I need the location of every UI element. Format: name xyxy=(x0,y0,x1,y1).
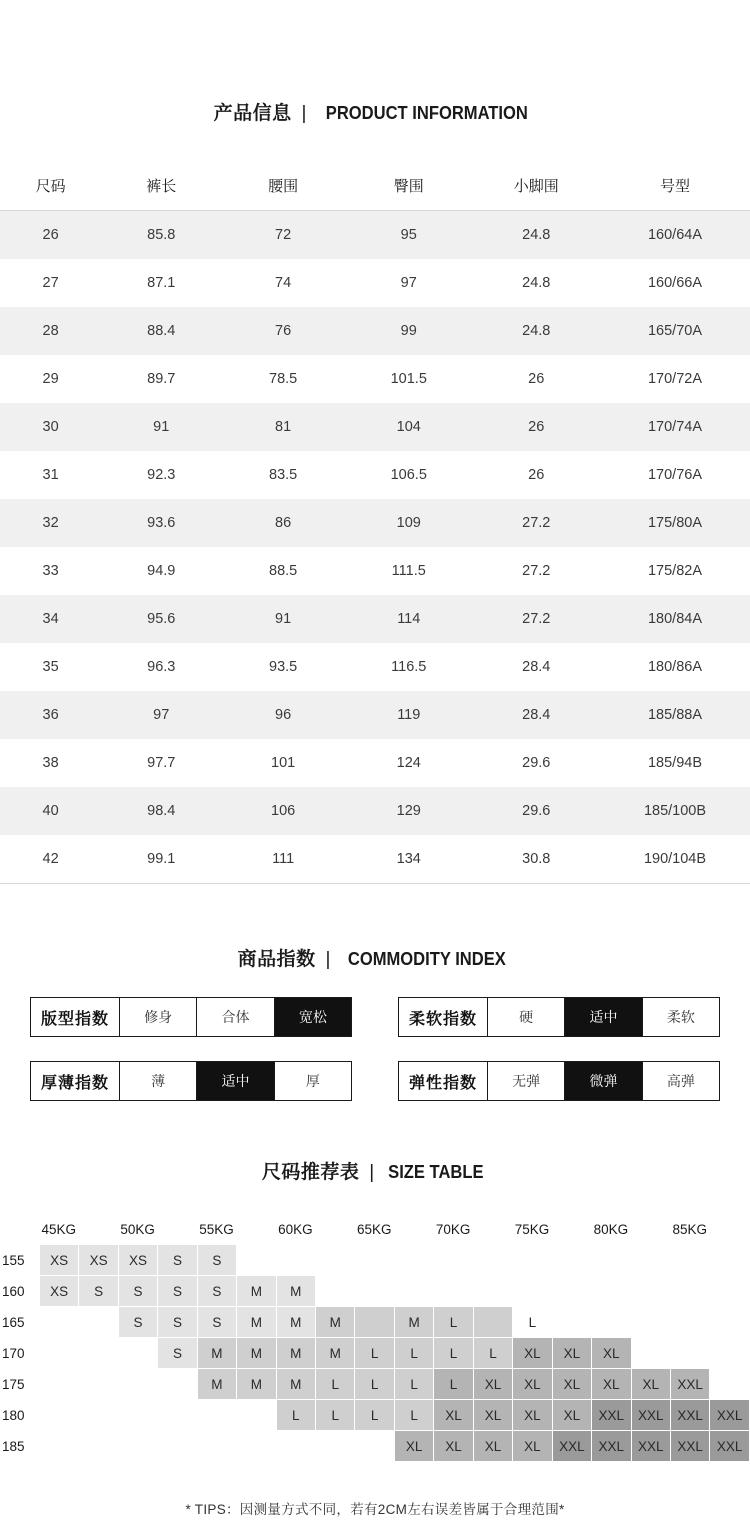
size-cell xyxy=(79,1369,118,1400)
weight-label-50kg: 50KG xyxy=(118,1214,197,1245)
cell-pant-length: 93.6 xyxy=(101,499,221,547)
index-option-softness-1[interactable]: 适中 xyxy=(565,998,642,1036)
cell-leg-opening: 26 xyxy=(473,403,601,451)
size-cell xyxy=(276,1431,315,1462)
size-cell xyxy=(710,1369,750,1400)
cell-leg-opening: 30.8 xyxy=(473,835,601,884)
size-cell: S xyxy=(118,1307,157,1338)
weight-label-85kg: 85KG xyxy=(670,1214,749,1245)
size-cell: XL xyxy=(552,1338,591,1369)
index-options-thickness xyxy=(120,1062,351,1100)
size-cell: XXL xyxy=(670,1400,709,1431)
size-cell xyxy=(670,1276,709,1307)
cell-leg-opening: 27.2 xyxy=(473,499,601,547)
size-cell xyxy=(592,1245,631,1276)
size-cell xyxy=(355,1431,394,1462)
cell-hip: 104 xyxy=(345,403,473,451)
size-chart-weight-header-row xyxy=(0,1214,750,1245)
column-header-hip: 臀围 xyxy=(345,163,473,211)
size-cell xyxy=(394,1276,433,1307)
size-cell xyxy=(355,1245,394,1276)
size-cell xyxy=(592,1276,631,1307)
table-row xyxy=(0,595,750,643)
size-cell xyxy=(670,1307,709,1338)
cell-hip: 119 xyxy=(345,691,473,739)
index-label-elasticity: 弹性指数 xyxy=(399,1062,488,1100)
size-cell xyxy=(197,1431,236,1462)
size-cell: XL xyxy=(513,1369,552,1400)
size-cell xyxy=(434,1276,473,1307)
cell-pant-length: 98.4 xyxy=(101,787,221,835)
size-cell xyxy=(39,1431,78,1462)
cell-hip: 95 xyxy=(345,211,473,260)
cell-size: 30 xyxy=(0,403,101,451)
section-title-cn: 产品信息 xyxy=(213,103,292,124)
size-cell: M xyxy=(237,1276,276,1307)
size-cell: L xyxy=(434,1369,473,1400)
size-cell: L xyxy=(316,1400,355,1431)
cell-model-number: 175/82A xyxy=(600,547,750,595)
size-recommendation-chart xyxy=(0,1214,750,1462)
cell-size: 36 xyxy=(0,691,101,739)
section-title-separator: | xyxy=(325,949,331,970)
size-cell xyxy=(118,1400,157,1431)
cell-model-number: 170/74A xyxy=(600,403,750,451)
cell-leg-opening: 24.8 xyxy=(473,307,601,355)
weight-label-65kg: 65KG xyxy=(355,1214,434,1245)
weight-label-60kg: 60KG xyxy=(276,1214,355,1245)
index-option-fit-2[interactable]: 宽松 xyxy=(275,998,351,1036)
cell-hip: 99 xyxy=(345,307,473,355)
size-cell xyxy=(513,1276,552,1307)
index-option-fit-1[interactable]: 合体 xyxy=(197,998,274,1036)
cell-pant-length: 91 xyxy=(101,403,221,451)
cell-waist: 81 xyxy=(221,403,345,451)
cell-leg-opening: 29.6 xyxy=(473,739,601,787)
size-chart-row-165 xyxy=(0,1307,750,1338)
cell-size: 26 xyxy=(0,211,101,260)
cell-leg-opening: 26 xyxy=(473,451,601,499)
index-option-thickness-2[interactable]: 厚 xyxy=(305,1073,320,1089)
table-row xyxy=(0,547,750,595)
size-cell xyxy=(710,1276,750,1307)
size-cell xyxy=(79,1400,118,1431)
cell-waist: 111 xyxy=(221,835,345,884)
size-cell xyxy=(473,1307,512,1338)
size-cell: S xyxy=(158,1245,197,1276)
size-cell: S xyxy=(197,1245,236,1276)
cell-hip: 129 xyxy=(345,787,473,835)
size-cell: XXL xyxy=(710,1400,750,1431)
column-header-leg-opening: 小脚围 xyxy=(473,163,601,211)
size-cell xyxy=(631,1307,670,1338)
height-label-160: 160 xyxy=(0,1276,39,1307)
size-cell: XL xyxy=(473,1369,512,1400)
cell-leg-opening: 27.2 xyxy=(473,595,601,643)
size-cell: XXL xyxy=(670,1431,709,1462)
size-cell xyxy=(513,1245,552,1276)
table-row xyxy=(0,499,750,547)
size-cell: XL xyxy=(552,1369,591,1400)
size-cell xyxy=(158,1400,197,1431)
table-row xyxy=(0,211,750,260)
size-cell: XS xyxy=(79,1245,118,1276)
index-options-fit xyxy=(120,998,351,1036)
size-cell: S xyxy=(197,1307,236,1338)
cell-model-number: 175/80A xyxy=(600,499,750,547)
size-cell xyxy=(316,1276,355,1307)
cell-pant-length: 89.7 xyxy=(101,355,221,403)
cell-pant-length: 87.1 xyxy=(101,259,221,307)
size-cell: S xyxy=(158,1276,197,1307)
size-cell: S xyxy=(79,1276,118,1307)
size-chart-row-170 xyxy=(0,1338,750,1369)
size-cell: M xyxy=(276,1369,315,1400)
size-cell xyxy=(670,1245,709,1276)
section-title-separator: | xyxy=(369,1162,375,1183)
size-chart-row-180 xyxy=(0,1400,750,1431)
size-cell xyxy=(394,1245,433,1276)
size-cell xyxy=(237,1400,276,1431)
index-option-softness-0[interactable]: 硬 xyxy=(488,998,565,1036)
cell-model-number: 160/66A xyxy=(600,259,750,307)
size-cell xyxy=(710,1338,750,1369)
cell-model-number: 165/70A xyxy=(600,307,750,355)
size-cell: XL xyxy=(513,1400,552,1431)
cell-size: 28 xyxy=(0,307,101,355)
section-title-commodity-index xyxy=(0,884,750,971)
index-option-elasticity-2[interactable]: 高弹 xyxy=(666,1073,695,1089)
size-cell: XL xyxy=(592,1338,631,1369)
column-header-size: 尺码 xyxy=(0,163,101,211)
size-cell: XXL xyxy=(552,1431,591,1462)
index-options-softness xyxy=(488,998,719,1036)
size-cell: M xyxy=(197,1369,236,1400)
height-label-185: 185 xyxy=(0,1431,39,1462)
size-cell xyxy=(316,1431,355,1462)
cell-waist: 96 xyxy=(221,691,345,739)
cell-waist: 86 xyxy=(221,499,345,547)
table-row xyxy=(0,403,750,451)
index-option-softness-2[interactable]: 柔软 xyxy=(666,1009,695,1025)
size-cell xyxy=(434,1245,473,1276)
index-elasticity xyxy=(398,1061,720,1101)
size-cell xyxy=(631,1245,670,1276)
cell-pant-length: 97 xyxy=(101,691,221,739)
size-cell: L xyxy=(355,1338,394,1369)
size-cell: XXL xyxy=(631,1431,670,1462)
size-cell: XL xyxy=(434,1431,473,1462)
size-cell: L xyxy=(355,1369,394,1400)
table-row xyxy=(0,307,750,355)
cell-model-number: 180/86A xyxy=(600,643,750,691)
size-cell: XXL xyxy=(592,1400,631,1431)
cell-size: 35 xyxy=(0,643,101,691)
cell-pant-length: 95.6 xyxy=(101,595,221,643)
cell-waist: 91 xyxy=(221,595,345,643)
cell-waist: 83.5 xyxy=(221,451,345,499)
size-cell xyxy=(552,1307,591,1338)
table-row xyxy=(0,691,750,739)
size-cell: XXL xyxy=(592,1431,631,1462)
product-info-table xyxy=(0,163,750,884)
size-chart-table xyxy=(0,1214,750,1462)
size-cell: M xyxy=(237,1369,276,1400)
index-option-elasticity-0[interactable]: 无弹 xyxy=(488,1062,565,1100)
size-cell: M xyxy=(276,1276,315,1307)
weight-label-45kg: 45KG xyxy=(39,1214,118,1245)
cell-pant-length: 96.3 xyxy=(101,643,221,691)
cell-size: 27 xyxy=(0,259,101,307)
size-cell: XL xyxy=(473,1431,512,1462)
size-cell xyxy=(39,1307,78,1338)
cell-waist: 78.5 xyxy=(221,355,345,403)
size-cell xyxy=(355,1276,394,1307)
size-cell xyxy=(316,1245,355,1276)
index-label-fit: 版型指数 xyxy=(31,998,120,1036)
cell-size: 42 xyxy=(0,835,101,884)
cell-model-number: 180/84A xyxy=(600,595,750,643)
size-cell: S xyxy=(158,1307,197,1338)
size-chart-row-175 xyxy=(0,1369,750,1400)
size-cell: XS xyxy=(39,1245,78,1276)
table-row xyxy=(0,643,750,691)
size-chart-row-185 xyxy=(0,1431,750,1462)
size-cell xyxy=(355,1307,394,1338)
cell-leg-opening: 24.8 xyxy=(473,259,601,307)
column-header-pant-length: 裤长 xyxy=(101,163,221,211)
size-cell: XL xyxy=(592,1369,631,1400)
cell-hip: 134 xyxy=(345,835,473,884)
cell-leg-opening: 24.8 xyxy=(473,211,601,260)
size-cell: L xyxy=(434,1307,473,1338)
cell-hip: 109 xyxy=(345,499,473,547)
size-cell: M xyxy=(197,1338,236,1369)
size-cell: L xyxy=(316,1369,355,1400)
size-cell: XL xyxy=(513,1338,552,1369)
size-chart-row-160 xyxy=(0,1276,750,1307)
size-cell xyxy=(473,1276,512,1307)
height-label-175: 175 xyxy=(0,1369,39,1400)
index-label-softness: 柔软指数 xyxy=(399,998,488,1036)
section-title-separator: | xyxy=(301,103,307,124)
size-cell xyxy=(79,1307,118,1338)
cell-size: 40 xyxy=(0,787,101,835)
weight-label-75kg: 75KG xyxy=(513,1214,592,1245)
size-cell: M xyxy=(276,1338,315,1369)
cell-size: 29 xyxy=(0,355,101,403)
size-cell: XS xyxy=(39,1276,78,1307)
index-options-elasticity xyxy=(488,1062,719,1100)
cell-size: 38 xyxy=(0,739,101,787)
section-title-size-table xyxy=(0,1101,750,1184)
size-cell xyxy=(552,1245,591,1276)
size-cell: M xyxy=(394,1307,433,1338)
size-cell: M xyxy=(276,1307,315,1338)
size-cell xyxy=(473,1245,512,1276)
index-option-thickness-1[interactable]: 适中 xyxy=(197,1062,274,1100)
size-cell: L xyxy=(394,1400,433,1431)
cell-model-number: 190/104B xyxy=(600,835,750,884)
size-cell: M xyxy=(237,1307,276,1338)
height-label-170: 170 xyxy=(0,1338,39,1369)
size-cell: XL xyxy=(631,1369,670,1400)
size-cell xyxy=(592,1307,631,1338)
size-cell: XL xyxy=(473,1400,512,1431)
size-cell xyxy=(710,1307,750,1338)
index-fit xyxy=(30,997,352,1037)
size-cell xyxy=(197,1400,236,1431)
cell-hip: 116.5 xyxy=(345,643,473,691)
size-cell: M xyxy=(237,1338,276,1369)
cell-leg-opening: 28.4 xyxy=(473,643,601,691)
column-header-waist: 腰围 xyxy=(221,163,345,211)
size-cell xyxy=(710,1245,750,1276)
cell-waist: 106 xyxy=(221,787,345,835)
cell-model-number: 185/94B xyxy=(600,739,750,787)
size-cell: S xyxy=(158,1338,197,1369)
size-cell xyxy=(276,1245,315,1276)
weight-label-70kg: 70KG xyxy=(434,1214,513,1245)
size-cell xyxy=(552,1276,591,1307)
size-chart-body xyxy=(0,1245,750,1462)
table-row xyxy=(0,739,750,787)
cell-waist: 93.5 xyxy=(221,643,345,691)
cell-leg-opening: 26 xyxy=(473,355,601,403)
size-chart-row-155 xyxy=(0,1245,750,1276)
cell-waist: 101 xyxy=(221,739,345,787)
cell-waist: 74 xyxy=(221,259,345,307)
size-cell xyxy=(118,1369,157,1400)
table-header-row xyxy=(0,163,750,211)
height-label-155: 155 xyxy=(0,1245,39,1276)
size-cell: M xyxy=(316,1307,355,1338)
size-cell: L xyxy=(355,1400,394,1431)
cell-hip: 106.5 xyxy=(345,451,473,499)
cell-waist: 72 xyxy=(221,211,345,260)
size-cell: XXL xyxy=(631,1400,670,1431)
table-row xyxy=(0,787,750,835)
cell-hip: 124 xyxy=(345,739,473,787)
cell-model-number: 185/88A xyxy=(600,691,750,739)
cell-leg-opening: 28.4 xyxy=(473,691,601,739)
section-title-product-information xyxy=(0,0,750,125)
section-title-cn: 商品指数 xyxy=(237,949,316,970)
size-cell: L xyxy=(394,1369,433,1400)
table-row xyxy=(0,355,750,403)
size-cell: L xyxy=(473,1338,512,1369)
commodity-index-grid xyxy=(30,997,720,1101)
size-cell xyxy=(39,1369,78,1400)
size-cell xyxy=(631,1338,670,1369)
size-cell xyxy=(39,1338,78,1369)
index-option-elasticity-1[interactable]: 微弹 xyxy=(565,1062,642,1100)
size-cell xyxy=(79,1338,118,1369)
cell-waist: 76 xyxy=(221,307,345,355)
size-cell: L xyxy=(513,1307,552,1338)
cell-waist: 88.5 xyxy=(221,547,345,595)
cell-pant-length: 85.8 xyxy=(101,211,221,260)
weight-label-80kg: 80KG xyxy=(592,1214,671,1245)
index-option-fit-0[interactable]: 修身 xyxy=(120,998,197,1036)
cell-pant-length: 97.7 xyxy=(101,739,221,787)
cell-leg-opening: 29.6 xyxy=(473,787,601,835)
cell-hip: 101.5 xyxy=(345,355,473,403)
section-title-en: COMMODITY INDEX xyxy=(347,949,506,969)
cell-hip: 114 xyxy=(345,595,473,643)
cell-hip: 97 xyxy=(345,259,473,307)
cell-leg-opening: 27.2 xyxy=(473,547,601,595)
weight-label-55kg: 55KG xyxy=(197,1214,276,1245)
cell-pant-length: 94.9 xyxy=(101,547,221,595)
section-title-en: PRODUCT INFORMATION xyxy=(325,103,528,123)
cell-model-number: 185/100B xyxy=(600,787,750,835)
cell-pant-length: 99.1 xyxy=(101,835,221,884)
size-cell xyxy=(158,1369,197,1400)
size-cell: L xyxy=(394,1338,433,1369)
measurement-tips: * TIPS：因测量方式不同，若有2CM左右误差皆属于合理范围* xyxy=(185,1502,565,1517)
cell-model-number: 170/72A xyxy=(600,355,750,403)
cell-size: 31 xyxy=(0,451,101,499)
height-label-165: 165 xyxy=(0,1307,39,1338)
index-softness xyxy=(398,997,720,1037)
size-cell xyxy=(118,1338,157,1369)
size-cell: XXL xyxy=(670,1369,709,1400)
cell-model-number: 160/64A xyxy=(600,211,750,260)
size-cell: XL xyxy=(434,1400,473,1431)
size-cell: XL xyxy=(552,1400,591,1431)
index-option-thickness-0[interactable]: 薄 xyxy=(120,1062,197,1100)
size-cell: S xyxy=(197,1276,236,1307)
size-cell xyxy=(237,1245,276,1276)
height-label-180: 180 xyxy=(0,1400,39,1431)
size-cell xyxy=(237,1431,276,1462)
cell-model-number: 170/76A xyxy=(600,451,750,499)
cell-size: 32 xyxy=(0,499,101,547)
index-label-thickness: 厚薄指数 xyxy=(31,1062,120,1100)
size-cell xyxy=(158,1431,197,1462)
column-header-model-number: 号型 xyxy=(600,163,750,211)
cell-size: 33 xyxy=(0,547,101,595)
cell-hip: 111.5 xyxy=(345,547,473,595)
size-cell: XL xyxy=(394,1431,433,1462)
cell-pant-length: 88.4 xyxy=(101,307,221,355)
size-cell: L xyxy=(434,1338,473,1369)
size-cell xyxy=(631,1276,670,1307)
cell-size: 34 xyxy=(0,595,101,643)
cell-pant-length: 92.3 xyxy=(101,451,221,499)
size-cell xyxy=(79,1431,118,1462)
table-row xyxy=(0,259,750,307)
section-title-cn: 尺码推荐表 xyxy=(261,1162,360,1183)
table-row xyxy=(0,835,750,884)
size-cell xyxy=(39,1400,78,1431)
product-info-table-body xyxy=(0,211,750,884)
table-row xyxy=(0,451,750,499)
size-cell xyxy=(118,1431,157,1462)
section-title-en: SIZE TABLE xyxy=(388,1162,484,1182)
size-cell: XL xyxy=(513,1431,552,1462)
size-cell: XS xyxy=(118,1245,157,1276)
size-cell xyxy=(670,1338,709,1369)
size-chart-corner xyxy=(0,1214,39,1245)
size-cell: L xyxy=(276,1400,315,1431)
size-cell: M xyxy=(316,1338,355,1369)
size-cell: XXL xyxy=(710,1431,750,1462)
index-thickness xyxy=(30,1061,352,1101)
size-cell: S xyxy=(118,1276,157,1307)
